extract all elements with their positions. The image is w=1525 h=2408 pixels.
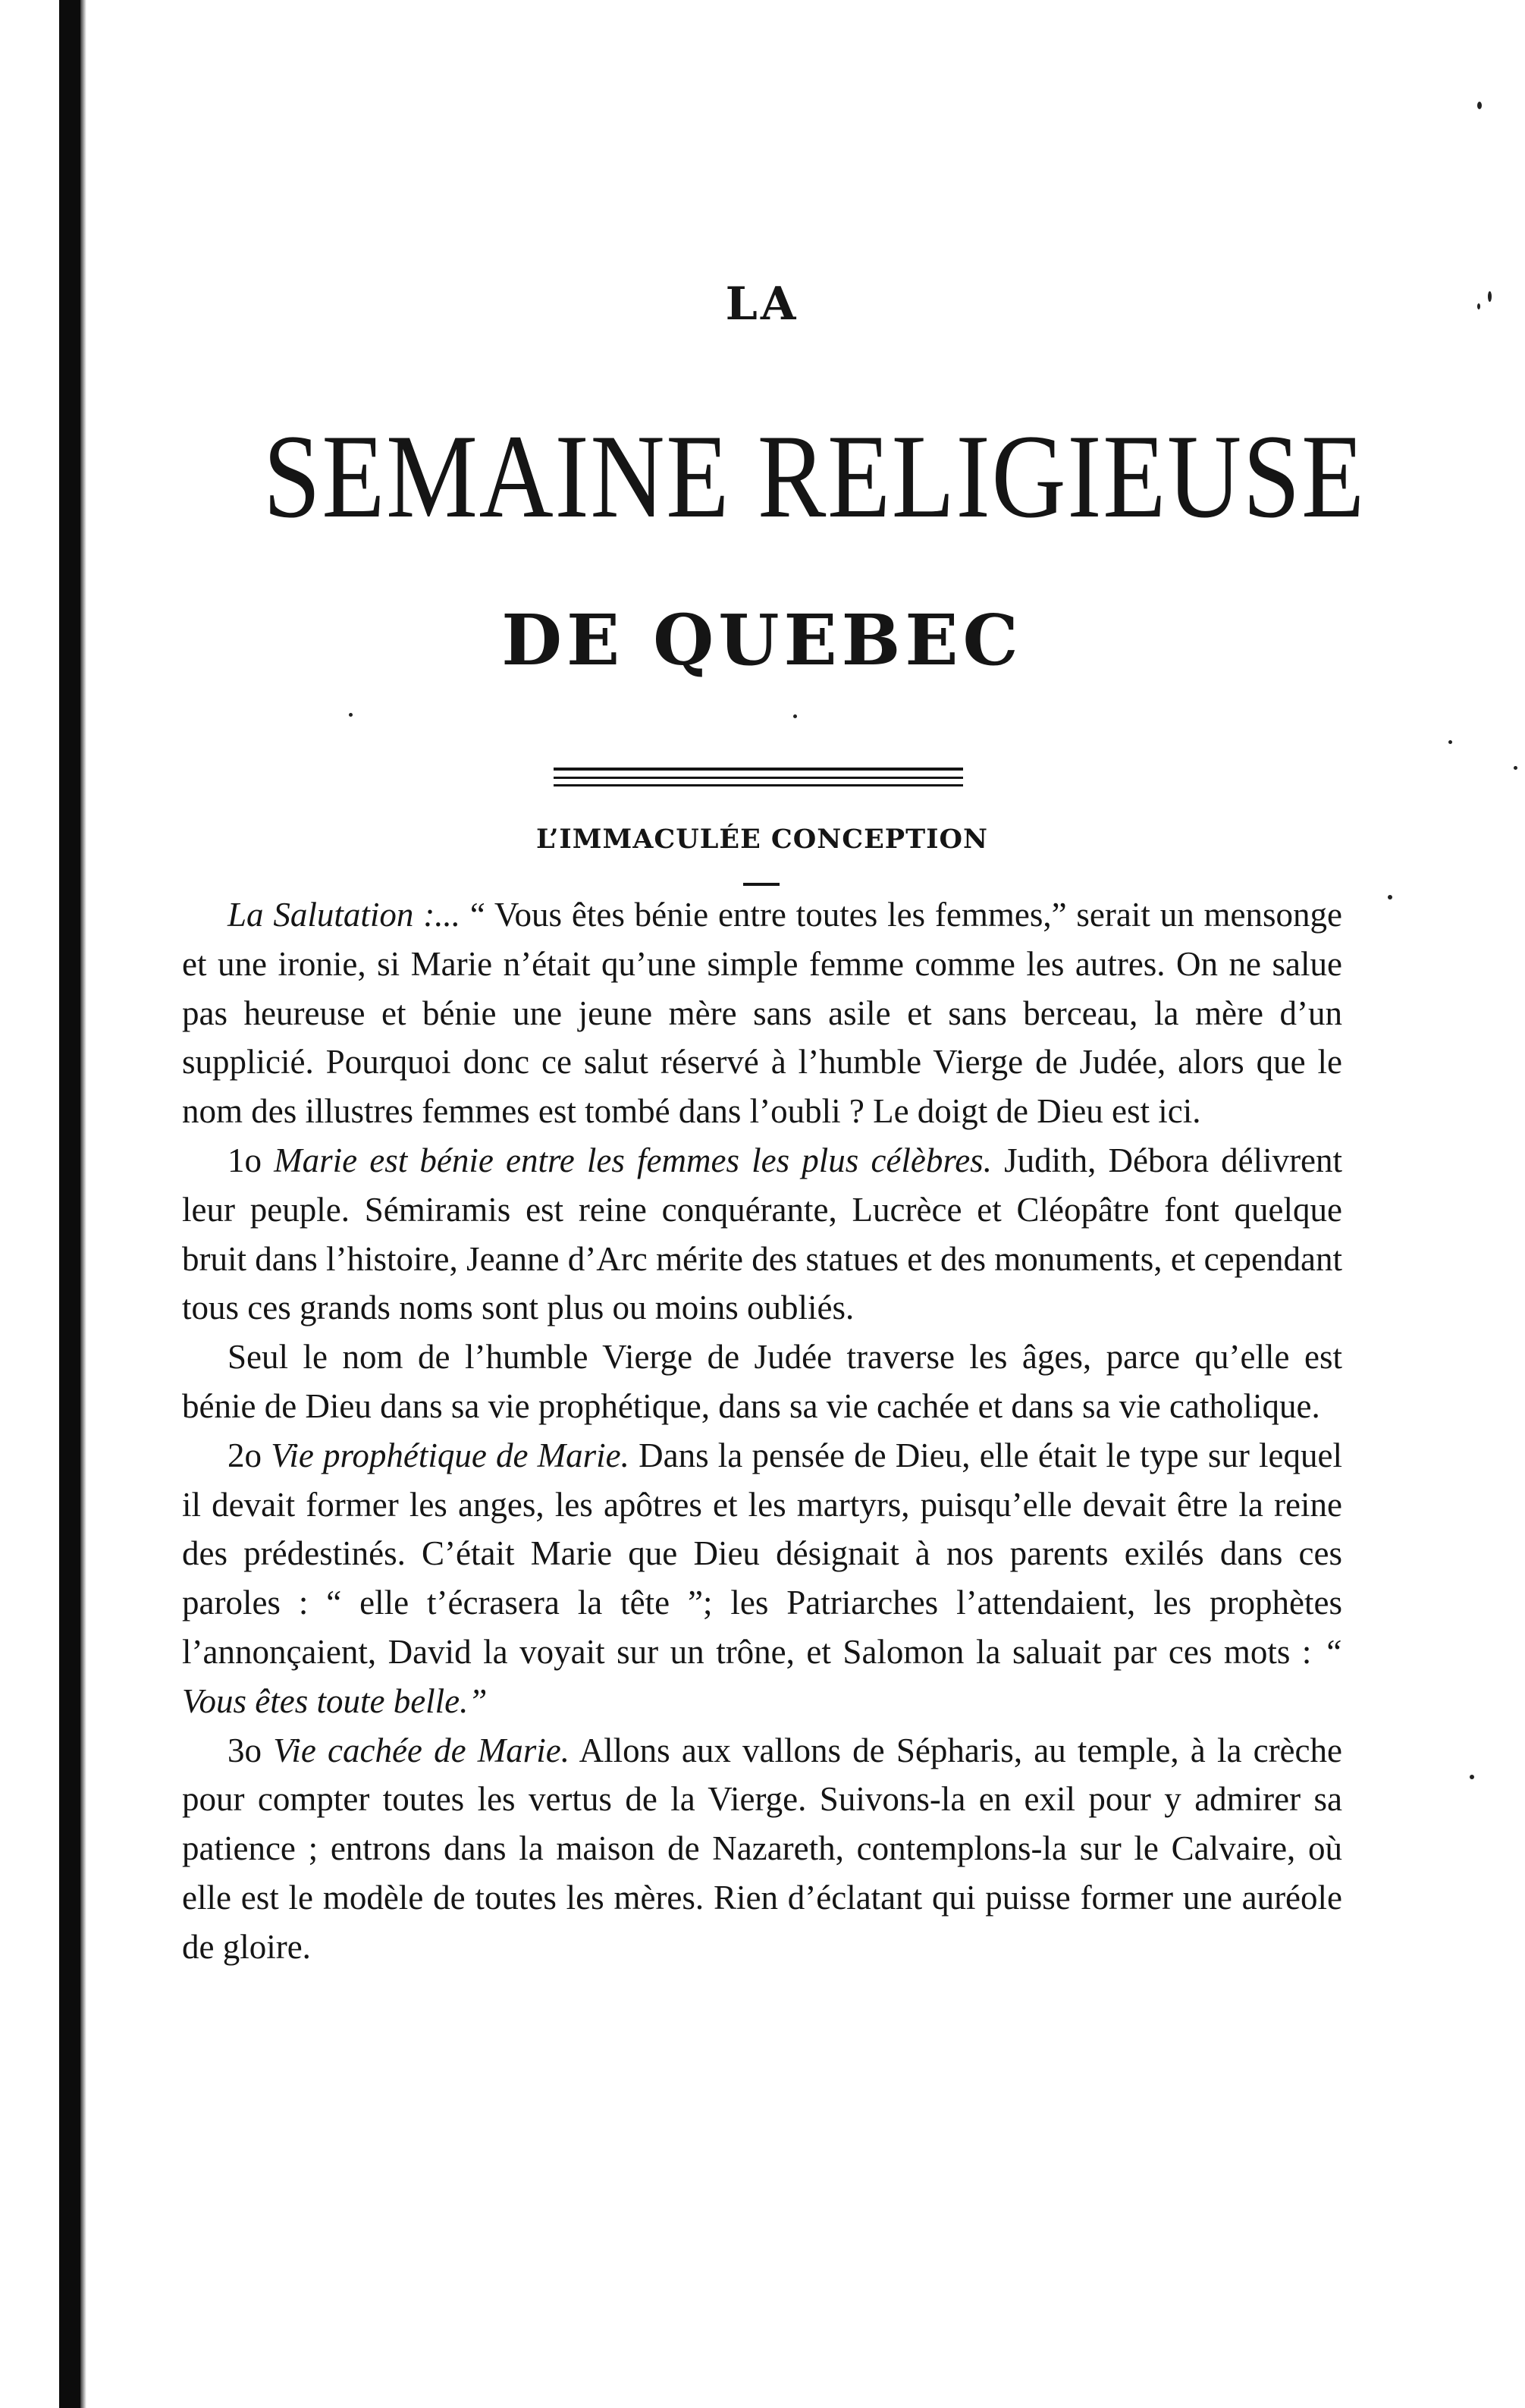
scan-speck [1514,766,1517,770]
article-body [182,890,1342,1972]
scan-speck [793,714,797,718]
scan-speck [349,713,353,717]
paragraph-3 [182,1726,1342,1972]
paragraph-quote: “ Vous êtes toute belle.” [182,1632,1342,1720]
masthead-title: SEMAINE RELIGIEUSE [263,410,1366,543]
paragraph-lead: La Salutation :... [227,896,460,934]
decorative-rule [554,777,963,779]
scan-speck [1470,1775,1474,1779]
paragraph-text: “ Vous êtes bénie entre toutes les femmes,” serait un mensonge et une ironie, si Marie n’était qu’une simple femme comme les autres. On ne salue pas heureuse et bénie une jeune mère sans asile et sans berceau, la mère d’un supplicié. Pourquoi donc ce salut réservé à l’humble Vierge de Judée, alors que le nom des illustres femmes est tombé dans l’oubli ? Le doigt de Dieu est ici. [182,896,1342,1131]
scan-speck [1477,303,1480,309]
paragraph-text: Dans la pensée de Dieu, elle était le type sur lequel il devait former les anges, les apôtres et les martyrs, puisqu’elle devait être la reine des prédestinés. C’était Marie que Dieu désignait à nos parents exilés dans ces paroles : “ elle t’écrasera la tête ”; les Patriarches l’attendaient, les prophètes l’annonçaient, David la voyait sur un trône, et Salomon la saluait par ces mots : [182,1436,1342,1671]
paragraph-lead: Marie est bénie entre les femmes les plus célèbres. [274,1141,992,1179]
paragraph-salutation [182,890,1342,1136]
masthead-subtitle: DE QUEBEC [501,599,1023,681]
gutter-edge [80,0,86,2408]
paragraph-text: Judith, Débora délivrent leur peuple. Sémiramis est reine conquérante, Lucrèce et Cléopâtre font quelque bruit dans l’histoire, Jeanne d’Arc mérite des statues et des monuments, et cependant tous ces grands noms sont plus ou moins oubliés. [182,1141,1343,1327]
section-title: L’IMMACULÉE CONCEPTION [535,824,989,855]
book-spine-shadow [59,0,80,2408]
paragraph-text: Seul le nom de l’humble Vierge de Judée traverse les âges, parce qu’elle est bénie de Dieu dans sa vie prophétique, dans sa vie cachée et dans sa vie catholique. [182,1338,1342,1425]
scan-speck [1388,895,1392,899]
paragraph-lead: Vie prophétique de Marie. [271,1436,629,1474]
paragraph-2 [182,1431,1342,1726]
paragraph-1 [182,1136,1342,1333]
decorative-rule [554,784,963,786]
paragraph-seul [182,1333,1342,1431]
paragraph-number: 3o [227,1731,262,1769]
paragraph-number: 1o [227,1141,262,1179]
document-page [182,0,1366,2408]
scan-speck [1477,102,1482,109]
scan-speck [1448,740,1452,744]
masthead-article: LA [725,278,799,331]
scan-speck [1488,291,1492,302]
title-dash [743,883,780,886]
decorative-rule [554,768,963,771]
paragraph-text: Allons aux vallons de Sépharis, au temple, à la crèche pour compter toutes les vertus de la Vierge. Suivons-la en exil pour y admirer sa patience ; entrons dans la maison de Nazareth, contemplons-la sur le Calvaire, où elle est le modèle de toutes les mères. Rien d’éclatant qui puisse former une auréole de gloire. [182,1731,1342,1966]
paragraph-number: 2o [227,1436,262,1474]
paragraph-lead: Vie cachée de Marie. [273,1731,570,1769]
